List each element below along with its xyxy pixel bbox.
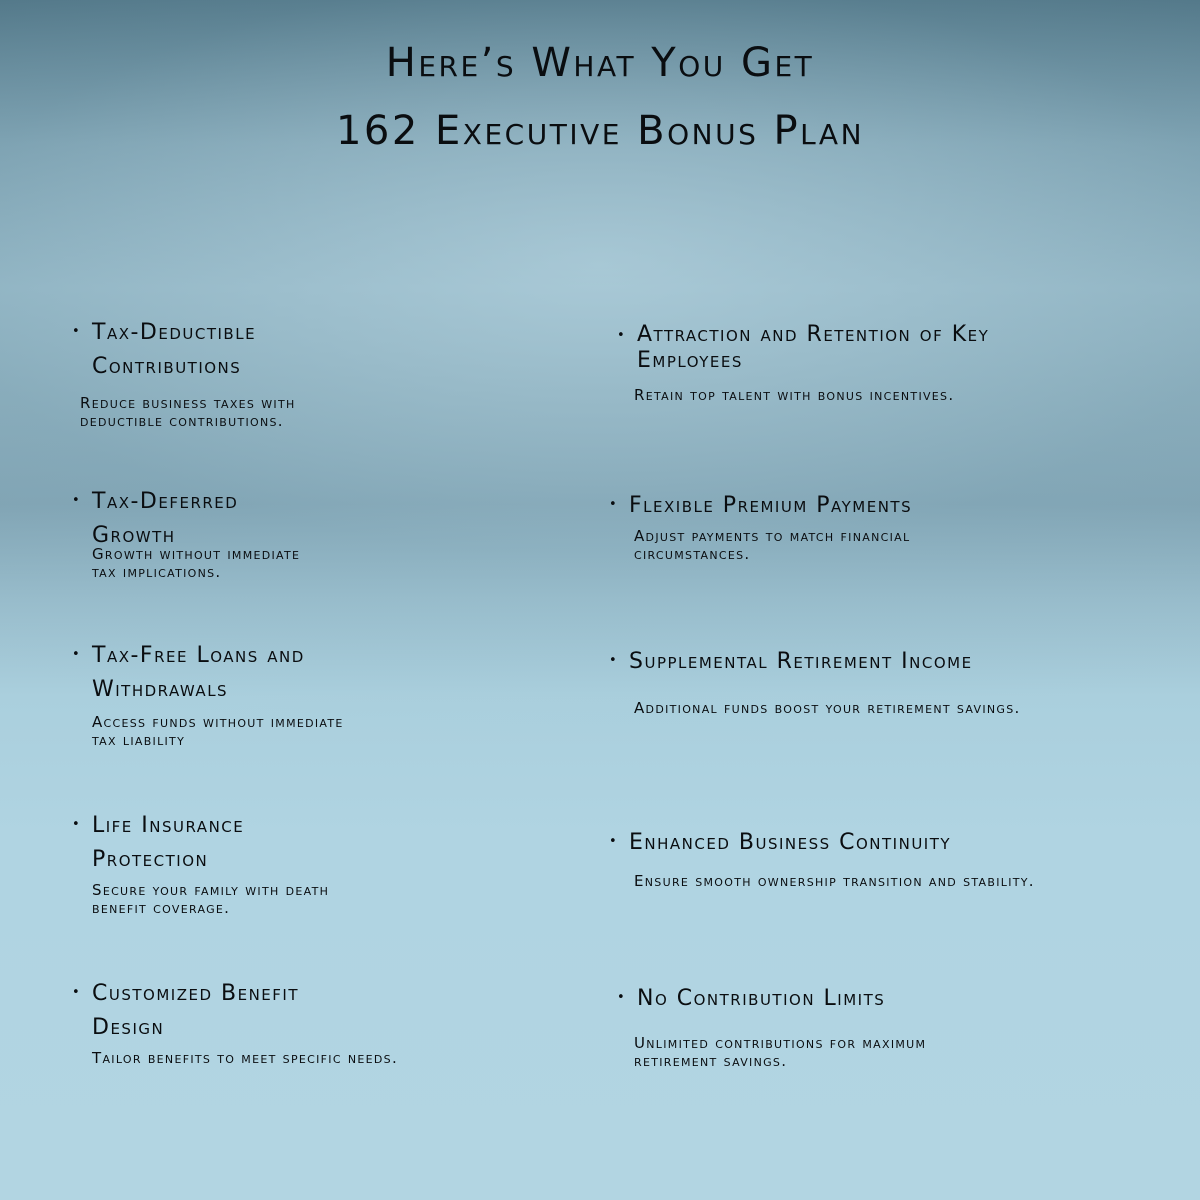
benefit-heading: Contributions bbox=[92, 354, 242, 379]
bullet-icon: • bbox=[617, 990, 625, 1005]
benefit-description: Secure your family with death bbox=[92, 881, 330, 899]
benefit-heading: Design bbox=[92, 1015, 165, 1040]
benefit-item-tax-free-loans bbox=[72, 639, 344, 749]
bullet-icon: • bbox=[609, 834, 617, 849]
benefit-description: retirement savings. bbox=[634, 1052, 788, 1070]
benefit-item-life-insurance bbox=[72, 809, 330, 917]
benefit-heading: Flexible Premium Payments bbox=[629, 493, 913, 518]
bullet-icon: • bbox=[609, 497, 617, 512]
benefit-description: Retain top talent with bonus incentives. bbox=[634, 386, 955, 404]
benefit-heading: Employees bbox=[637, 348, 743, 373]
benefit-item-flexible-premium bbox=[609, 489, 913, 563]
benefit-item-attraction-retention bbox=[617, 322, 990, 404]
benefit-heading: Life Insurance bbox=[92, 813, 245, 838]
benefit-heading: Supplemental Retirement Income bbox=[629, 649, 973, 674]
benefit-description: deductible contributions. bbox=[80, 412, 284, 430]
benefit-item-customized-design bbox=[72, 977, 399, 1067]
benefit-item-tax-deductible bbox=[72, 316, 296, 430]
benefit-description: Adjust payments to match financial bbox=[634, 527, 911, 545]
page-title-line2: 162 Executive Bonus Plan bbox=[335, 108, 865, 154]
bullet-icon: • bbox=[72, 493, 80, 508]
benefit-heading: Attraction and Retention of Key bbox=[637, 322, 990, 347]
benefit-description: Reduce business taxes with bbox=[80, 394, 296, 412]
benefit-heading: Tax-Free Loans and bbox=[92, 643, 305, 668]
bullet-icon: • bbox=[72, 324, 80, 339]
benefit-item-supplemental-retirement bbox=[609, 645, 1021, 717]
benefit-heading: No Contribution Limits bbox=[637, 986, 886, 1011]
bullet-icon: • bbox=[72, 817, 80, 832]
benefit-description: Ensure smooth ownership transition and stability. bbox=[634, 872, 1035, 890]
bullet-icon: • bbox=[72, 985, 80, 1000]
page-title-line1: Here’s What You Get bbox=[385, 40, 815, 86]
benefit-description: tax implications. bbox=[92, 563, 222, 581]
benefit-heading: Growth bbox=[92, 523, 176, 548]
benefit-description: circumstances. bbox=[634, 545, 751, 563]
benefit-description: Access funds without immediate bbox=[92, 713, 344, 731]
benefit-description: Growth without immediate bbox=[92, 545, 301, 563]
benefit-heading: Enhanced Business Continuity bbox=[629, 830, 952, 855]
benefit-heading: Tax-Deductible bbox=[92, 320, 257, 345]
benefit-description: tax liability bbox=[92, 731, 186, 749]
benefit-description: Tailor benefits to meet specific needs. bbox=[92, 1049, 399, 1067]
bullet-icon: • bbox=[617, 328, 625, 343]
benefit-item-business-continuity bbox=[609, 826, 1035, 890]
benefit-heading: Withdrawals bbox=[92, 677, 229, 702]
benefit-description: benefit coverage. bbox=[92, 899, 231, 917]
benefit-heading: Protection bbox=[92, 847, 209, 872]
bullet-icon: • bbox=[609, 653, 617, 668]
bullet-icon: • bbox=[72, 647, 80, 662]
benefit-description: Unlimited contributions for maximum bbox=[634, 1034, 927, 1052]
benefit-heading: Customized Benefit bbox=[92, 981, 299, 1006]
benefit-item-tax-deferred bbox=[72, 485, 301, 581]
benefit-heading: Tax-Deferred bbox=[92, 489, 239, 514]
benefit-item-no-contribution-limits bbox=[617, 982, 927, 1070]
benefit-description: Additional funds boost your retirement savings. bbox=[634, 699, 1021, 717]
